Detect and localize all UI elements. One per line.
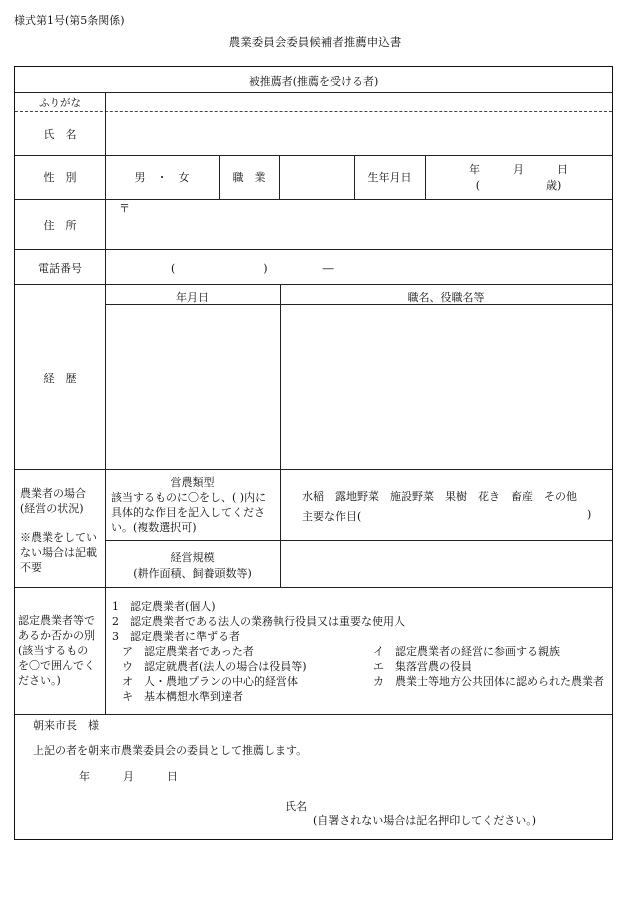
furigana-label: ふりがな	[39, 97, 81, 109]
farm-type-desc-2: 具体的な作目を記入してくださ	[111, 506, 265, 519]
certified-label-line: (該当するもの	[18, 644, 89, 657]
career-position-header: 職名、役職名等	[407, 291, 485, 304]
addressee: 朝来市長 様	[33, 719, 99, 732]
gender-options[interactable]: 男 ・ 女	[134, 171, 190, 184]
farm-type-title: 営農類型	[170, 476, 215, 489]
occupation-label: 職 業	[232, 171, 266, 184]
career-date-header: 年月日	[176, 291, 209, 304]
farm-type-options[interactable]: 水稲 露地野菜 施設野菜 果樹 花き 畜産 その他	[302, 490, 577, 503]
scale-desc: (耕作面積、飼養頭数等)	[133, 567, 252, 580]
farmer-sublabel: (経営の状況)	[20, 502, 84, 515]
recommendation-date[interactable]: 年 月 日	[79, 770, 178, 783]
phone-label: 電話番号	[38, 262, 82, 275]
age-field[interactable]: ( 歳)	[475, 179, 562, 192]
form-title: 農業委員会委員候補者推薦申込書	[228, 35, 402, 49]
scale-title: 経営規模	[170, 551, 215, 564]
certified-sub-ka[interactable]: カ 農業士等地方公共団体に認められた農業者	[373, 675, 604, 688]
name-label: 氏 名	[43, 128, 77, 141]
farmer-note-3: 不要	[20, 561, 42, 574]
certified-sub-i[interactable]: イ 認定農業者の経営に参画する親族	[373, 645, 560, 658]
farm-type-desc-1: 該当するものに〇をし、( )内に	[111, 491, 267, 504]
scale-field[interactable]	[282, 542, 610, 586]
certified-sub-o[interactable]: オ 人・農地プランの中心的経営体	[122, 675, 298, 688]
phone-field[interactable]: ( ) ―	[171, 262, 334, 275]
certified-option-1[interactable]: 1 認定農業者(個人)	[112, 600, 216, 613]
birthdate-field[interactable]: 年 月 日	[469, 163, 568, 176]
main-crop-field[interactable]: 主要な作目(	[302, 510, 362, 523]
certified-sub-u[interactable]: ウ 認定就農者(法人の場合は役員等)	[122, 660, 307, 673]
address-field[interactable]	[107, 201, 610, 248]
certified-label-line: を〇で囲んでく	[18, 659, 95, 672]
career-label: 経 歴	[43, 372, 77, 385]
farm-type-desc-3: い。(複数選択可)	[111, 521, 197, 534]
seal-note: (自署されない場合は記名押印してください。)	[313, 814, 537, 827]
furigana-field[interactable]	[107, 94, 610, 110]
birthdate-label: 生年月日	[367, 171, 412, 184]
recommender-name-label: 氏名	[285, 800, 307, 813]
occupation-field[interactable]	[281, 157, 353, 198]
address-label: 住 所	[43, 219, 77, 232]
farmer-note-2: ない場合は記載	[20, 546, 97, 559]
career-position-field[interactable]	[282, 306, 610, 468]
main-crop-close: )	[587, 508, 592, 521]
certified-option-3[interactable]: 3 認定農業者に準ずる者	[112, 630, 240, 643]
farmer-label: 農業者の場合	[20, 487, 86, 500]
certified-label-line: 認定農業者等で	[18, 614, 95, 627]
certified-label-line: ださい。)	[18, 674, 61, 687]
career-date-field[interactable]	[107, 306, 278, 468]
certified-sub-a[interactable]: ア 認定農業者であった者	[122, 645, 254, 658]
name-field[interactable]	[107, 113, 610, 154]
form-number: 様式第1号(第5条関係)	[14, 14, 125, 27]
certified-label	[18, 613, 95, 688]
certified-sub-ki[interactable]: キ 基本構想水準到達者	[122, 690, 243, 703]
certified-label-line: あるか否かの別	[18, 629, 95, 642]
gender-label: 性 別	[43, 171, 77, 184]
certified-sub-e[interactable]: エ 集落営農の役員	[373, 660, 472, 673]
section-header: 被推薦者(推薦を受ける者)	[248, 75, 379, 88]
application-form-table	[14, 66, 613, 840]
postal-mark: 〒	[119, 202, 130, 215]
certified-option-2[interactable]: 2 認定農業者である法人の業務執行役員又は重要な使用人	[112, 615, 405, 628]
recommendation-statement: 上記の者を朝来市農業委員会の委員として推薦します。	[33, 744, 308, 757]
farmer-note-1: ※農業をしてい	[20, 531, 97, 544]
